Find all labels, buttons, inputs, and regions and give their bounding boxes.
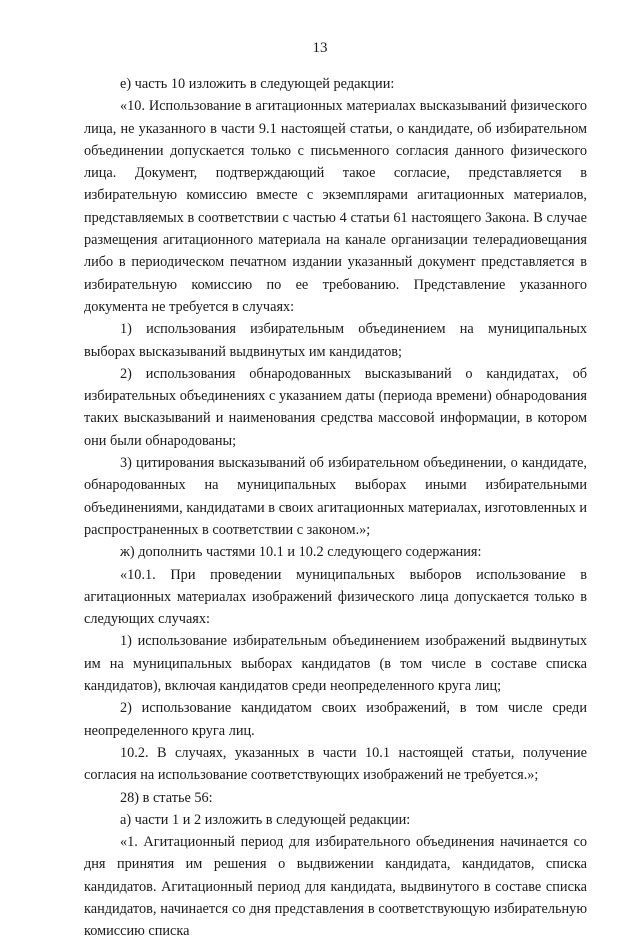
paragraph-part-10: «10. Использование в агитационных материалах высказываний физического лица, не указанного в части 9.1 настоящей статьи, о кандидате, об избирательном объединении допускается только с письменного согласия данного физического лица. Документ, подтверждающий такое согласие, представляется в избирательную комиссию вместе с экземплярами агитационных материалов, представляемых в соответствии с частью 4 статьи 61 настоящего Закона. В случае размещения агитационного материала на канале организации телерадиовещания либо в периодическом печатном издании указанный документ представляется в избирательную комиссию по ее требованию. Представление указанного документа не требуется в случаях: (84, 98, 587, 315)
paragraph-case-1: 1) использования избирательным объединением на муниципальных выборах высказываний выдвинутых им кандидатов; (84, 321, 587, 360)
paragraph-part-10-2: 10.2. В случаях, указанных в части 10.1 настоящей статьи, получение согласия на использование соответствующих изображений не требуется.»; (84, 744, 587, 784)
paragraph-case-2: 2) использования обнародованных высказываний о кандидатах, об избирательных объединениях с указанием даты (периода времени) обнародования таких высказываний и наименования средства массовой информации, в котором они были обнародованы; (84, 365, 587, 449)
paragraph-part-10-1: «10.1. При проведении муниципальных выборов использование в агитационных материалах изображений физического лица допускается только в следующих случаях: (84, 566, 587, 628)
paragraph-image-case-2: 2) использование кандидатом своих изображений, в том числе среди неопределенного круга лиц. (84, 700, 587, 739)
paragraph-item-zh: ж) дополнить частями 10.1 и 10.2 следующего содержания: (120, 544, 482, 561)
paragraph-item-28: 28) в статье 56: (120, 789, 213, 806)
document-body (84, 73, 587, 943)
page-number: 13 (312, 40, 328, 56)
paragraph-image-case-1: 1) использование избирательным объединением изображений выдвинутых им на муниципальных выборах кандидатов (в том числе в составе списка кандидатов), включая кандидатов среди неопределенного круга лиц; (84, 633, 587, 695)
paragraph-part-1: «1. Агитационный период для избирательного объединения начинается со дня принятия им решения о выдвижении кандидата, кандидатов, списка кандидатов. Агитационный период для кандидата, выдвинутого в составе списка кандидатов, начинается со дня представления в соответствующую избирательную комиссию списка (84, 834, 587, 940)
paragraph-item-a: а) части 1 и 2 изложить в следующей редакции: (120, 811, 411, 828)
paragraph-case-3: 3) цитирования высказываний об избирательном объединении, о кандидате, обнародованных на муниципальных выборах иными избирательными объединениями, кандидатами в своих агитационных материалах, изготовленных и распространенных в соответствии с законом.»; (84, 455, 587, 538)
paragraph-item-e: е) часть 10 изложить в следующей редакции: (120, 76, 395, 92)
